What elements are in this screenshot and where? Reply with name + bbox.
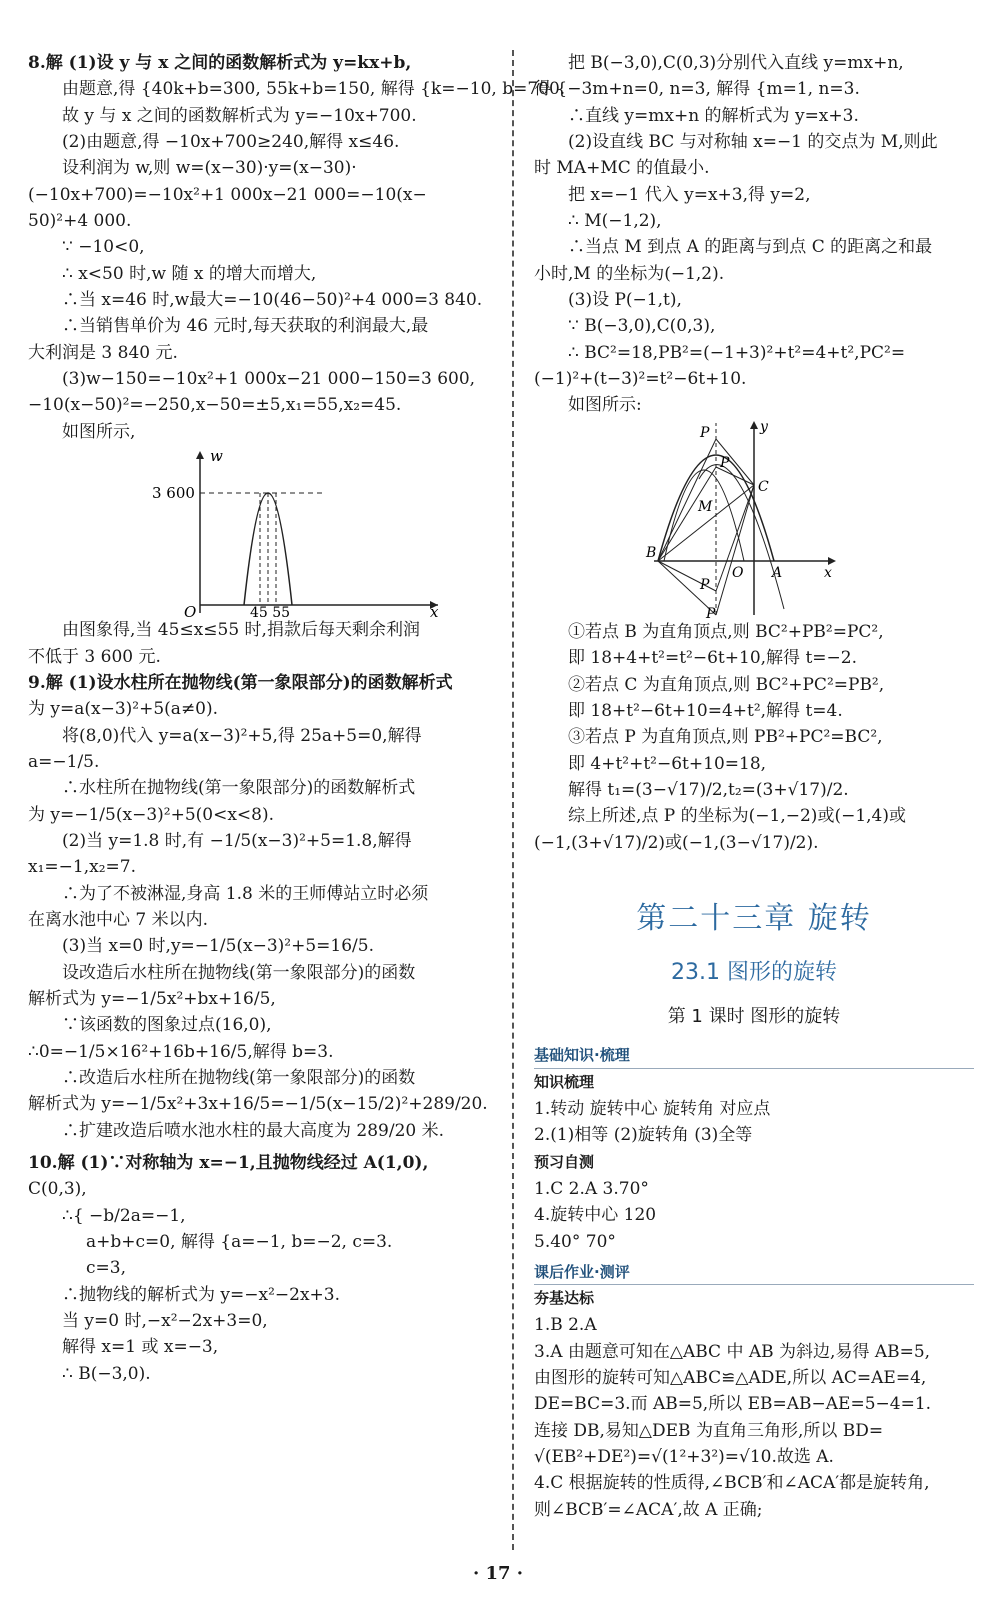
x-tick-labels: 45 55 xyxy=(250,605,291,622)
lesson-title: 第 1 课时 图形的旋转 xyxy=(667,1005,841,1027)
text-line: (3)w−150=−10x²+1 000x−21 000−150=3 600, xyxy=(62,369,476,390)
text-line: 在离水池中心 7 米以内. xyxy=(28,909,209,930)
text-line: ∴为了不被淋湿,身高 1.8 米的王师傅站立时必须 xyxy=(62,883,429,904)
parabola-aux-2 xyxy=(699,464,784,608)
text-line: (3)当 x=0 时,y=−1/5(x−3)²+5=16/5. xyxy=(62,936,375,957)
text-line: ③若点 P 为直角顶点,则 PB²+PC²=BC², xyxy=(568,727,883,748)
text-line: (−10x+700)=−10x²+1 000x−21 000=−10(x− xyxy=(28,184,427,205)
text-line: ∵ B(−3,0),C(0,3), xyxy=(568,316,716,337)
text-line: ∴当点 M 到点 A 的距离与到点 C 的距离之和最 xyxy=(568,237,933,258)
text-line: a+b+c=0, 解得 {a=−1, b=−2, c=3. xyxy=(86,1232,393,1253)
label-x: x xyxy=(824,564,832,581)
text-line: 如图所示: xyxy=(568,395,642,416)
text-line: 时 MA+MC 的值最小. xyxy=(534,158,710,179)
text-line: 设改造后水柱所在抛物线(第一象限部分)的函数 xyxy=(62,962,416,983)
page-number: · 17 · xyxy=(472,1563,524,1584)
label-m: M xyxy=(698,498,713,515)
text-line: 10.解 (1)∵对称轴为 x=−1,且抛物线经过 A(1,0), xyxy=(28,1153,429,1174)
parabola-right-angle-figure xyxy=(644,418,844,622)
text-line: (3)设 P(−1,t), xyxy=(568,290,682,311)
label-p-bottom: P xyxy=(706,605,716,622)
text-line: −10(x−50)²=−250,x−50=±5,x₁=55,x₂=45. xyxy=(28,395,402,416)
text-line: 得 {−3m+n=0, n=3, 解得 {m=1, n=3. xyxy=(534,79,860,100)
answer-line: 5.40° 70° xyxy=(534,1231,616,1252)
section-bar-homework: 课后作业·测评 xyxy=(534,1261,974,1285)
answer-line: 4.旋转中心 120 xyxy=(534,1205,657,1226)
text-line: 为 y=−1/5(x−3)²+5(0<x<8). xyxy=(28,804,275,825)
text-line: ∴扩建改造后喷水池水柱的最大高度为 289/20 米. xyxy=(62,1120,445,1141)
label-y: y xyxy=(760,418,768,435)
text-line: (2)由题意,得 −10x+700≥240,解得 x≤46. xyxy=(62,132,400,153)
label-c: C xyxy=(758,478,769,495)
text-line: ∴水柱所在抛物线(第一象限部分)的函数解析式 xyxy=(62,778,416,799)
text-line: ∴ M(−1,2), xyxy=(568,211,662,232)
text-line: ∴{ −b/2a=−1, xyxy=(62,1205,186,1226)
subheading-foundation: 夯基达标 xyxy=(534,1289,595,1308)
label-p-mid: P xyxy=(720,454,730,471)
text-line: 故 y 与 x 之间的函数解析式为 y=−10x+700. xyxy=(62,105,417,126)
text-line: ∴ B(−3,0). xyxy=(62,1363,151,1384)
profit-parabola-graph xyxy=(148,445,448,622)
text-line: 把 B(−3,0),C(0,3)分别代入直线 y=mx+n, xyxy=(568,53,904,73)
label-o: O xyxy=(732,564,744,581)
text-line: 50)²+4 000. xyxy=(28,211,132,232)
problem-9 xyxy=(28,670,494,1144)
y-arrow xyxy=(750,421,758,429)
y-arrow xyxy=(196,451,204,459)
text-line: 为 y=a(x−3)²+5(a≠0). xyxy=(28,699,219,720)
answer-line: 1.转动 旋转中心 旋转角 对应点 xyxy=(534,1098,771,1119)
text-line: 设利润为 w,则 w=(x−30)·y=(x−30)· xyxy=(62,158,357,179)
text-line: 不低于 3 600 元. xyxy=(28,646,161,667)
x-arrow xyxy=(828,557,836,565)
text-line: 综上所述,点 P 的坐标为(−1,−2)或(−1,4)或 xyxy=(568,806,906,827)
chapter-title: 第二十三章 旋转 xyxy=(636,900,872,936)
answer-line: 1.B 2.A xyxy=(534,1315,597,1336)
text-line: ∴抛物线的解析式为 y=−x²−2x+3. xyxy=(62,1284,341,1305)
text-line: x₁=−1,x₂=7. xyxy=(28,857,136,878)
text-line: ∴0=−1/5×16²+16b+16/5,解得 b=3. xyxy=(28,1041,334,1062)
answer-line: 由图形的旋转可知△ABC≌△ADE,所以 AC=AE=4, xyxy=(534,1368,927,1389)
line-p3c xyxy=(716,485,754,615)
text-line: ∴ x<50 时,w 随 x 的增大而增大, xyxy=(62,263,317,284)
x-label: x xyxy=(430,603,439,622)
text-line: a=−1/5. xyxy=(28,751,100,772)
text-line: 将(8,0)代入 y=a(x−3)²+5,得 25a+5=0,解得 xyxy=(62,725,422,746)
answer-line: DE=BC=3.而 AB=5,所以 EB=AB−AE=5−4=1. xyxy=(534,1394,932,1415)
text-line: 当 y=0 时,−x²−2x+3=0, xyxy=(62,1311,268,1332)
text-line: (2)当 y=1.8 时,有 −1/5(x−3)²+5=1.8,解得 xyxy=(62,830,412,851)
text-line: 解析式为 y=−1/5x²+3x+16/5=−1/5(x−15/2)²+289/20. xyxy=(28,1094,488,1115)
answer-line: 2.(1)相等 (2)旋转角 (3)全等 xyxy=(534,1125,753,1146)
text-line: ∵ −10<0, xyxy=(62,237,145,258)
text-line: 即 18+4+t²=t²−6t+10,解得 t=−2. xyxy=(568,648,857,669)
text-line: ①若点 B 为直角顶点,则 BC²+PB²=PC², xyxy=(568,621,884,642)
subheading-knowledge: 知识梳理 xyxy=(534,1072,595,1091)
column-divider xyxy=(512,50,514,1550)
answer-line: 3.A 由题意可知在△ABC 中 AB 为斜边,易得 AB=5, xyxy=(534,1341,931,1362)
text-line: 由题意,得 {40k+b=300, 55k+b=150, 解得 {k=−10, b=700. xyxy=(62,79,566,100)
label-a: A xyxy=(772,564,783,581)
text-line: ∵该函数的图象过点(16,0), xyxy=(62,1015,272,1036)
text-line: 即 18+t²−6t+10=4+t²,解得 t=4. xyxy=(568,700,843,721)
text-line: 把 x=−1 代入 y=x+3,得 y=2, xyxy=(568,184,811,205)
text-line: 8.解 (1)设 y 与 x 之间的函数解析式为 y=kx+b, xyxy=(28,53,412,73)
text-line: (−1)²+(t−3)²=t²−6t+10. xyxy=(534,369,747,390)
text-line: 9.解 (1)设水柱所在抛物线(第一象限部分)的函数解析式 xyxy=(28,672,453,693)
w-label: w xyxy=(210,447,223,466)
answer-line: 连接 DB,易知△DEB 为直角三角形,所以 BD= xyxy=(534,1420,884,1441)
text-line: ∴当销售单价为 46 元时,每天获取的利润最大,最 xyxy=(62,316,429,337)
y-tick-label: 3 600 xyxy=(152,484,195,503)
text-line: ∴ BC²=18,PB²=(−1+3)²+t²=4+t²,PC²= xyxy=(568,342,906,363)
label-p-low: P xyxy=(700,576,710,593)
text-line: (−1,(3+√17)/2)或(−1,(3−√17)/2). xyxy=(534,832,819,853)
answer-line: 1.C 2.A 3.70° xyxy=(534,1178,649,1199)
text-line: ∴改造后水柱所在抛物线(第一象限部分)的函数 xyxy=(62,1068,416,1088)
text-line: 解得 x=1 或 x=−3, xyxy=(62,1337,219,1358)
text-line: 解得 t₁=(3−√17)/2,t₂=(3+√17)/2. xyxy=(568,779,849,800)
text-line: (2)设直线 BC 与对称轴 x=−1 的交点为 M,则此 xyxy=(568,132,938,153)
problem-8 xyxy=(28,50,566,445)
answer-line: 则∠BCB′=∠ACA′,故 A 正确; xyxy=(534,1499,763,1520)
text-line: ∴当 x=46 时,w最大=−10(46−50)²+4 000=3 840. xyxy=(62,290,483,311)
label-p-top: P xyxy=(700,424,710,441)
right-column xyxy=(534,50,974,1523)
section-bar-basics: 基础知识·梳理 xyxy=(534,1044,974,1068)
problem-10 xyxy=(28,1150,494,1387)
origin-label: O xyxy=(184,603,197,622)
text-line: 小时,M 的坐标为(−1,2). xyxy=(534,263,725,284)
text-line: ②若点 C 为直角顶点,则 BC²+PC²=PB², xyxy=(568,674,885,695)
answer-line: 4.C 根据旋转的性质得,∠BCB′和∠ACA′都是旋转角, xyxy=(534,1473,930,1494)
label-b: B xyxy=(646,544,657,561)
text-line: ∴直线 y=mx+n 的解析式为 y=x+3. xyxy=(568,105,859,126)
text-line: 即 4+t²+t²−6t+10=18, xyxy=(568,753,767,774)
text-line: C(0,3), xyxy=(28,1179,87,1200)
text-line: 大利润是 3 840 元. xyxy=(28,342,178,363)
subheading-preview: 预习自测 xyxy=(534,1152,595,1171)
text-line: 由图象得,当 45≤x≤55 时,捐款后每天剩余利润 xyxy=(62,620,420,641)
line-bc xyxy=(658,485,754,561)
answer-line: √(EB²+DE²)=√(1²+3²)=√10.故选 A. xyxy=(534,1447,834,1468)
text-line: 如图所示, xyxy=(62,421,136,442)
section-title: 23.1 图形的旋转 xyxy=(671,960,837,986)
text-line: 解析式为 y=−1/5x²+bx+16/5, xyxy=(28,988,276,1009)
text-line: c=3, xyxy=(86,1258,126,1279)
